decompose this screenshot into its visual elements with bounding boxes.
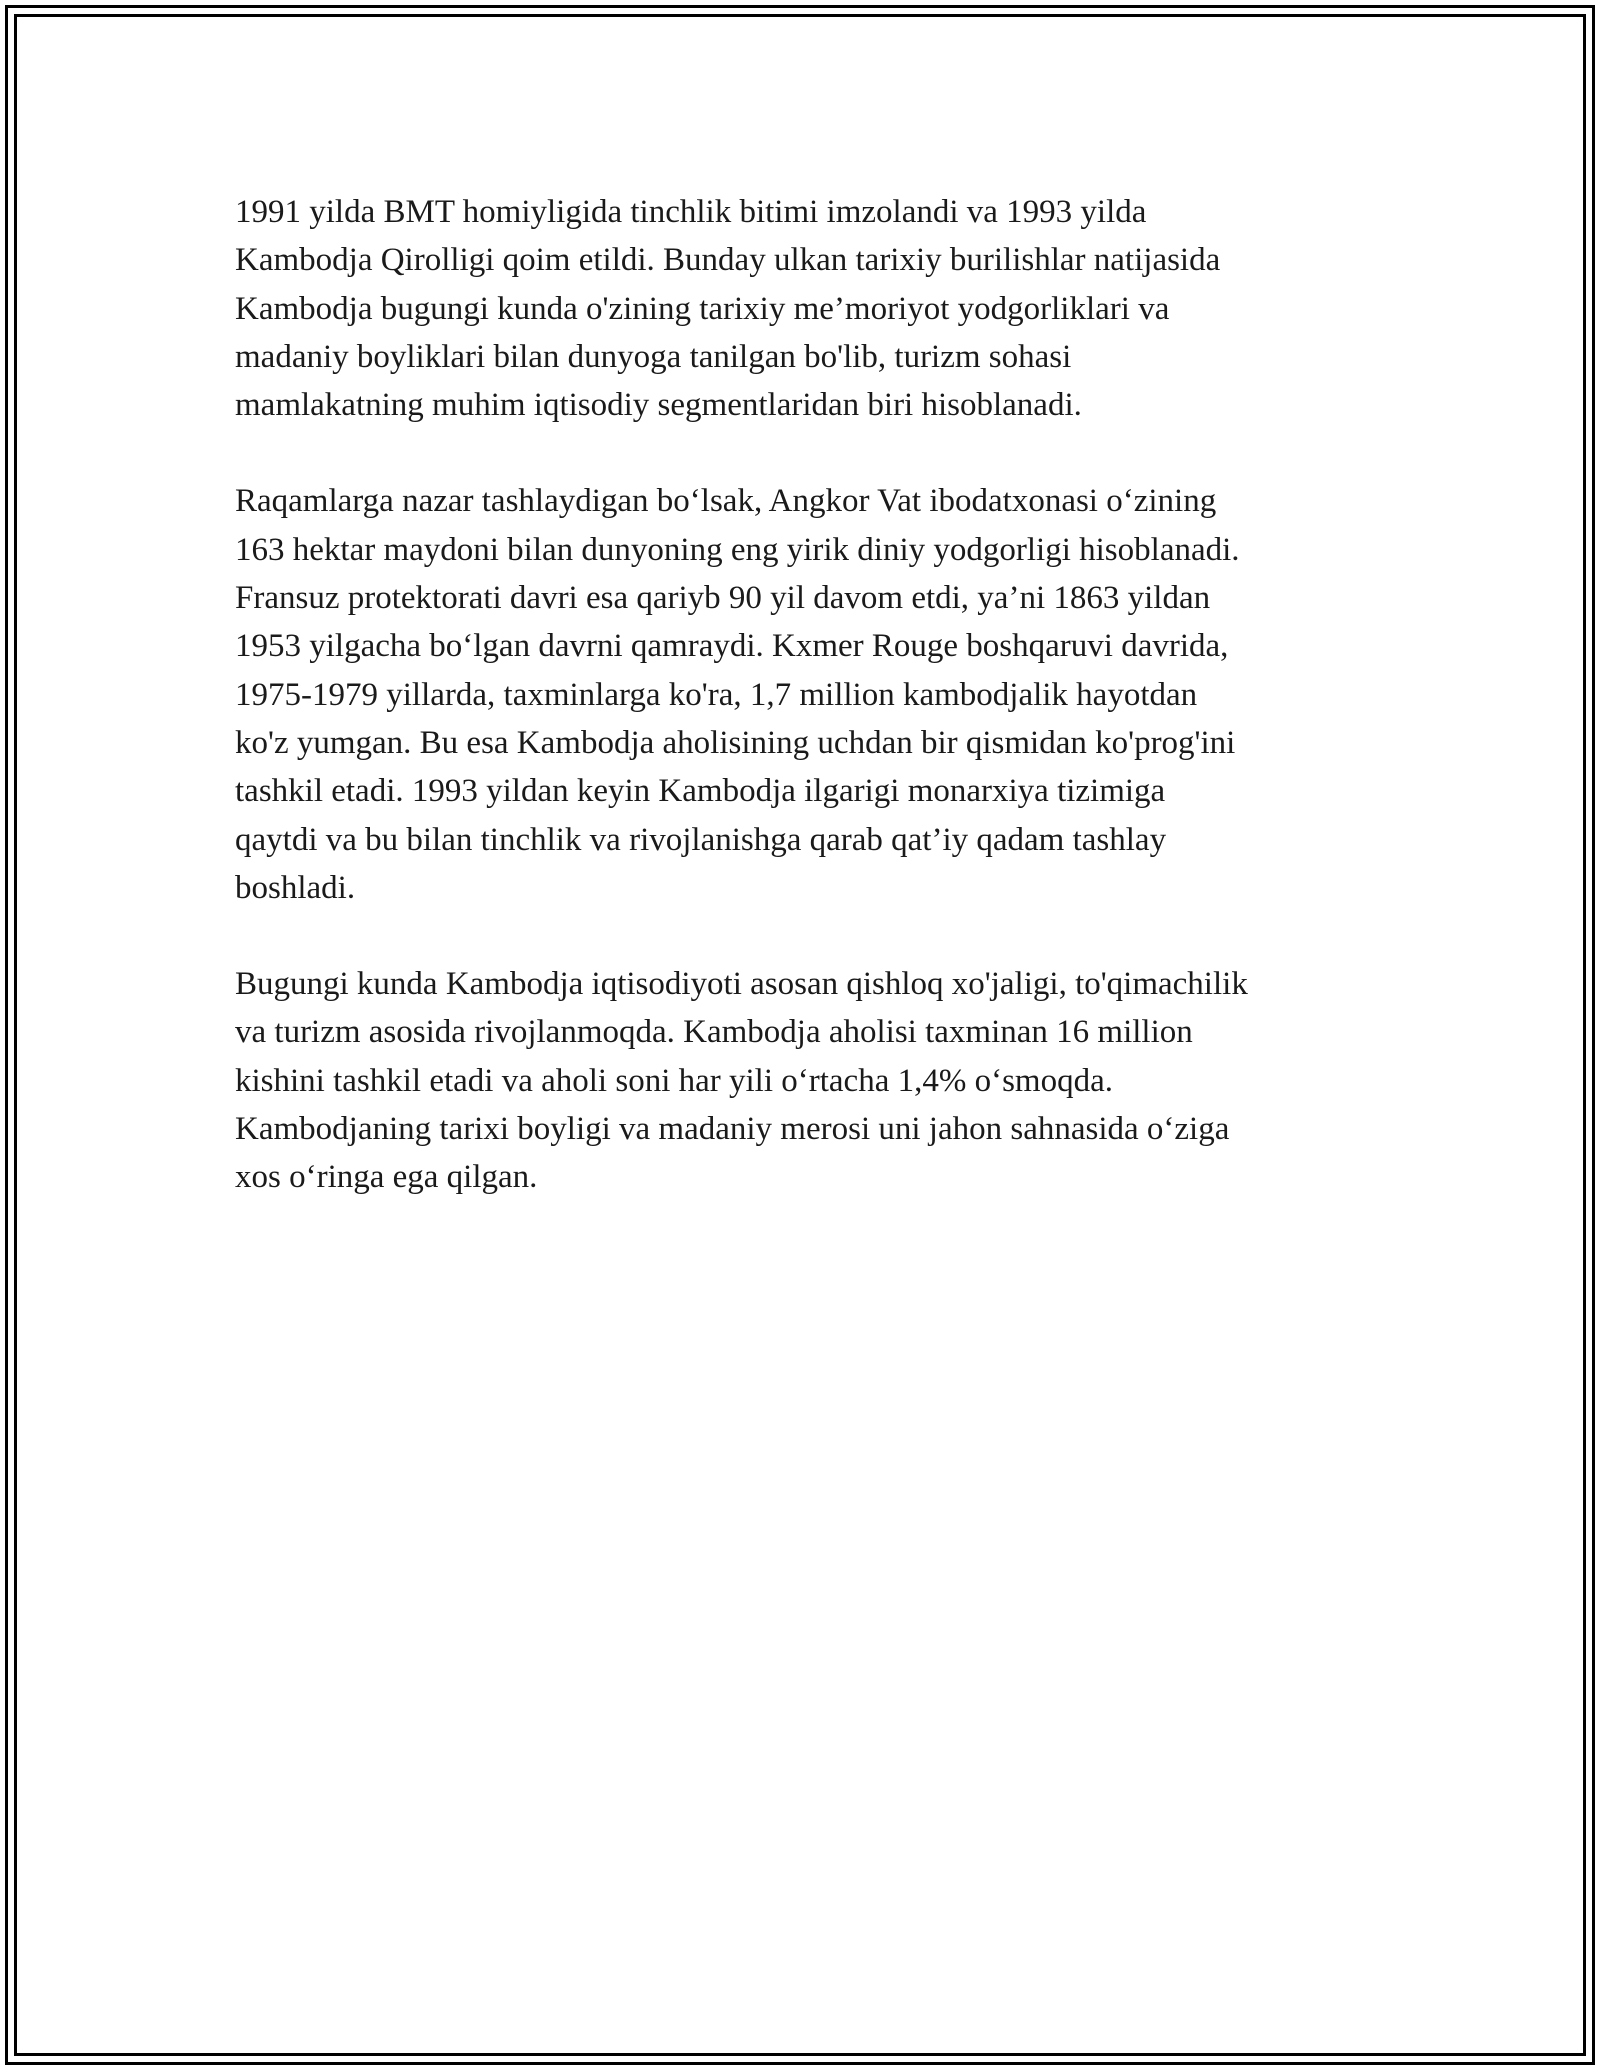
paragraph-economy: Bugungi kunda Kambodja iqtisodiyoti asosan qishloq xo'jaligi, to'qimachilik va turizm asosida rivojlanmoqda. Kambodja aholisi taxminan 16 million kishini tashkil etadi va aholi soni har yili o‘rtacha 1,4% o‘smoqda. Kambodjaning tarixi boyligi va madaniy merosi uni jahon sahnasida o‘ziga xos o‘ringa ega qilgan. [235,966,1248,1196]
paragraph-history: 1991 yilda BMT homiyligida tinchlik bitimi imzolandi va 1993 yilda Kambodja Qirolligi qoim etildi. Bunday ulkan tarixiy burilishlar natijasida Kambodja bugungi kunda o'zining tarixiy me’moriyot yodgorliklari va madaniy boyliklari bilan dunyoga tanilgan bo'lib, turizm sohasi mamlakatning muhim iqtisodiy segmentlaridan biri hisoblanadi. [235,194,1221,424]
document-body [235,188,1385,1250]
paragraph-figures: Raqamlarga nazar tashlaydigan bo‘lsak, Angkor Vat ibodatxonasi o‘zining 163 hektar maydoni bilan dunyoning eng yirik diniy yodgorligi hisoblanadi. Fransuz protektorati davri esa qariyb 90 yil davom etdi, ya’ni 1863 yildan 1953 yilgacha bo‘lgan davrni qamraydi. Kxmer Rouge boshqaruvi davrida, 1975-1979 yillarda, taxminlarga ko'ra, 1,7 million kambodjalik hayotdan ko'z yumgan. Bu esa Kambodja aholisining uchdan bir qismidan ko'prog'ini tashkil etadi. 1993 yildan keyin Kambodja ilgarigi monarxiya tizimiga qaytdi va bu bilan tinchlik va rivojlanishga qarab qat’iy qadam tashlay boshladi. [235,483,1240,906]
